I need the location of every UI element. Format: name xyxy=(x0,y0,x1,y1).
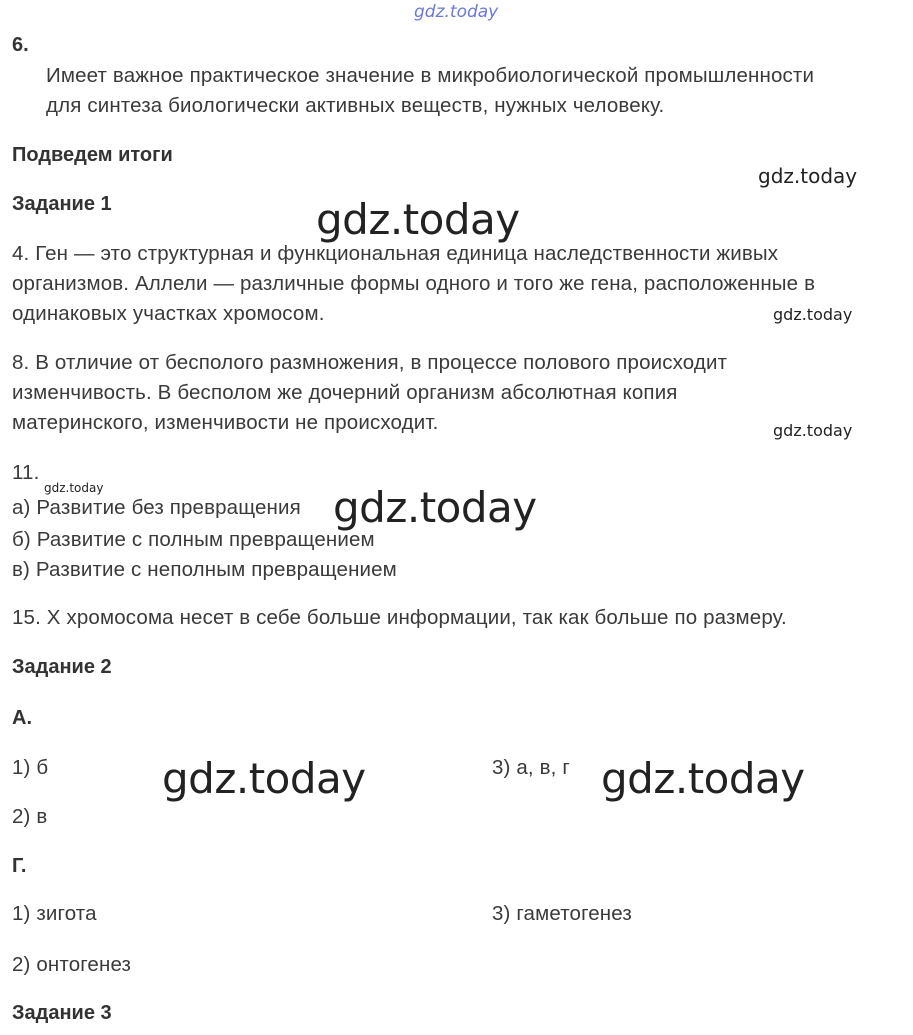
task-1-item-4-line: 4. Ген — это структурная и функциональная единица наследственности живых xyxy=(12,242,779,265)
task-2-part-g-answer-1: 1) зигота xyxy=(12,902,97,925)
watermark: gdz.today xyxy=(44,481,104,495)
task-2-part-g-label: Г. xyxy=(12,855,27,877)
watermark: gdz.today xyxy=(162,754,366,803)
task-2-part-g-answer-3: 3) гаметогенез xyxy=(492,902,632,925)
watermark: gdz.today xyxy=(601,754,805,803)
watermark: gdz.today xyxy=(773,305,853,324)
task-1-item-8-line: изменчивость. В бесполом же дочерний организм абсолютная копия xyxy=(12,381,678,404)
task-1-item-4-line: одинаковых участках хромосом. xyxy=(12,302,325,325)
task-2-part-a-answer-3: 3) а, в, г xyxy=(492,756,570,779)
task-1-item-11-a: а) Развитие без превращения xyxy=(12,496,301,519)
task-2-part-g-answer-2: 2) онтогенез xyxy=(12,953,132,976)
watermark: gdz.today xyxy=(316,195,520,244)
task-1-heading: Задание 1 xyxy=(12,193,112,215)
task-1-item-11-number: 11. xyxy=(12,461,40,484)
watermark: gdz.today xyxy=(773,421,853,440)
section-6-line-1: Имеет важное практическое значение в микробиологической промышленности xyxy=(46,64,815,87)
task-1-item-11-b: б) Развитие с полным превращением xyxy=(12,528,375,551)
task-1-item-8-line: 8. В отличие от бесполого размножения, в процессе полового происходит xyxy=(12,351,728,374)
task-1-item-8-line: материнского, изменчивости не происходит. xyxy=(12,411,439,434)
task-1-item-15: 15. X хромосома несет в себе больше информации, так как больше по размеру. xyxy=(12,606,787,629)
watermark: gdz.today xyxy=(333,483,537,532)
task-3-heading: Задание 3 xyxy=(12,1002,112,1024)
watermark: gdz.today xyxy=(758,164,858,188)
task-1-item-11-v: в) Развитие с неполным превращением xyxy=(12,558,397,581)
task-2-part-a-answer-2: 2) в xyxy=(12,805,48,828)
watermark-top: gdz.today xyxy=(414,2,499,22)
summary-heading: Подведем итоги xyxy=(12,144,173,166)
task-2-part-a-answer-1: 1) б xyxy=(12,756,49,779)
task-1-item-4-line: организмов. Аллели — различные формы одного и того же гена, расположенные в xyxy=(12,272,816,295)
section-6-line-2: для синтеза биологически активных веществ, нужных человеку. xyxy=(46,94,665,117)
section-6-number: 6. xyxy=(12,34,29,56)
task-2-heading: Задание 2 xyxy=(12,656,112,678)
task-2-part-a-label: А. xyxy=(12,707,32,729)
